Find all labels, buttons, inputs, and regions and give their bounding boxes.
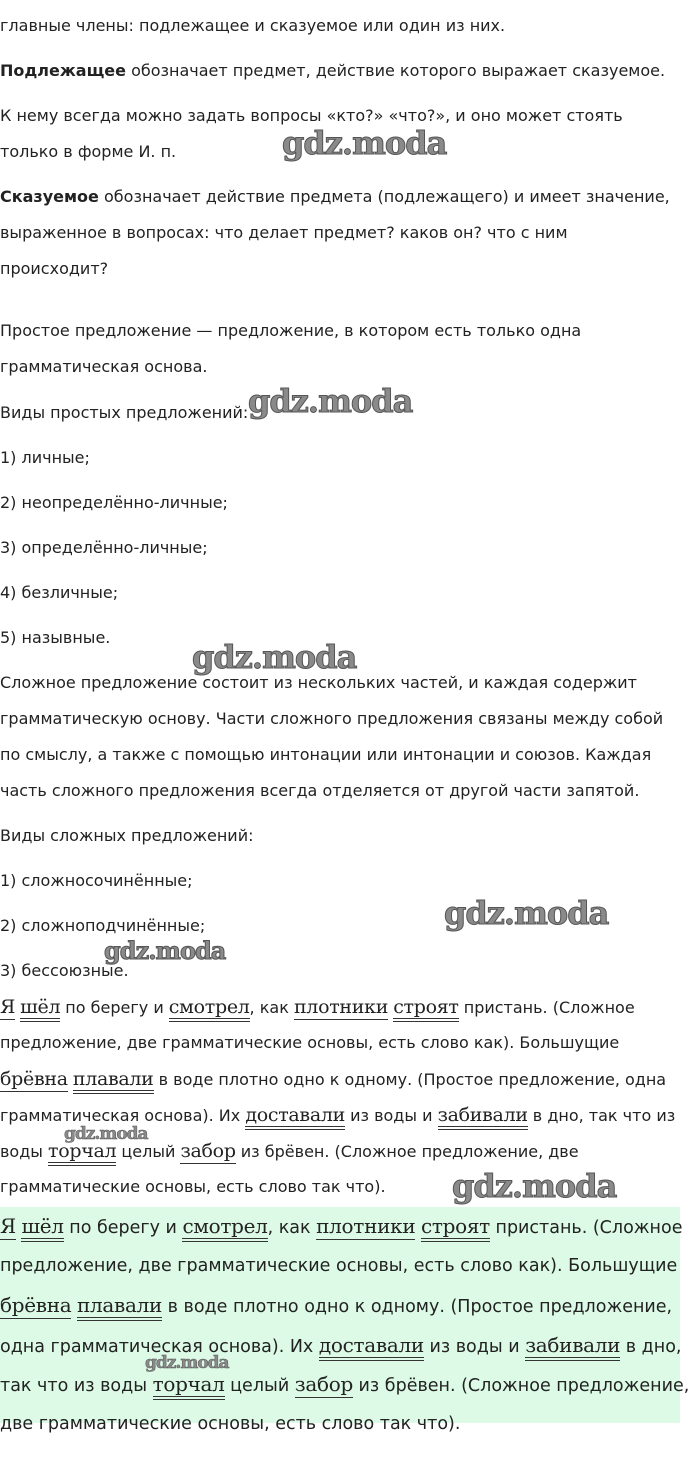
predicate-word: забивали xyxy=(525,1333,620,1361)
watermark: gdz.moda xyxy=(145,1353,229,1373)
predicate-word: забивали xyxy=(438,1104,528,1130)
predicate-word: смотрел xyxy=(182,1214,267,1242)
list-item: 3) бессоюзные. xyxy=(0,961,129,980)
answer-paragraph: Я шёл по берегу и смотрел, как плотники строят пристань. (Сложное предложение, две грамматические основы, есть слово как). Большущие брёвна плавали в воде плотно одно к одному. (Простое предложение, одна грамматическая основа). Их доставали из воды и забивали в дно, так что из воды торчал целый забор из брёвен. (Сложное предложение, две грамматические основы, есть слово так что). xyxy=(0,996,676,1196)
predicate-word: торчал xyxy=(153,1372,225,1400)
subject-word: плотники xyxy=(293,996,389,1018)
predicate-word: доставали xyxy=(245,1104,345,1130)
watermark: gdz.moda xyxy=(192,638,357,676)
predicate-word: строят xyxy=(421,1214,490,1242)
list-item: 2) сложноподчинённые; xyxy=(0,916,206,935)
complex-types-title: Виды сложных предложений: xyxy=(0,826,254,845)
intro-line: главные члены: подлежащее и сказуемое или один из них. xyxy=(0,16,506,35)
simple-types-title: Виды простых предложений: xyxy=(0,403,249,422)
predicate-word: плавали xyxy=(73,1068,154,1094)
watermark: gdz.moda xyxy=(104,936,226,965)
list-item: 5) назывные. xyxy=(0,628,111,647)
subject-definition: Подлежащее обозначает предмет, действие которого выражает сказуемое. xyxy=(0,61,666,80)
subject-word: плотники xyxy=(316,1214,416,1238)
list-item: 1) личные; xyxy=(0,448,90,467)
watermark: gdz.moda xyxy=(452,1167,617,1205)
simple-sentence-definition: Простое предложение — предложение, в котором есть только одна грамматическая основа. xyxy=(0,321,582,376)
predicate-word: плавали xyxy=(77,1293,162,1321)
subject-word: Я xyxy=(0,996,16,1018)
watermark: gdz.moda xyxy=(282,124,447,162)
predicate-word: доставали xyxy=(319,1333,424,1361)
watermark: gdz.moda xyxy=(64,1124,148,1144)
subject-word: брёвна xyxy=(0,1068,68,1090)
predicate-word: шёл xyxy=(21,1214,63,1242)
predicate-definition: Сказуемое обозначает действие предмета (подлежащего) и имеет значение, выраженное в вопросах: что делает предмет? каков он? что с ним происходит? xyxy=(0,187,670,278)
predicate-word: строят xyxy=(393,996,458,1022)
subject-term: Подлежащее xyxy=(0,61,126,80)
predicate-word: смотрел xyxy=(169,996,250,1022)
list-item: 3) определённо-личные; xyxy=(0,538,208,557)
complex-sentence-definition: Сложное предложение состоит из нескольких частей, и каждая содержит грамматическую основу. Части сложного предложения связаны между собой по смыслу, а также с помощью интонации или интонации и союзов. Каждая часть сложного предложения всегда отделяется от другой части запятой. xyxy=(0,673,664,800)
list-item: 4) безличные; xyxy=(0,583,119,602)
list-item: 1) сложносочинённые; xyxy=(0,871,193,890)
answer-paragraph-highlighted: Я шёл по берегу и смотрел, как плотники строят пристань. (Сложное предложение, две грамматические основы, есть слово как). Большущие брёвна плавали в воде плотно одно к одному. (Простое предложение, одна грамматическая основа). Их доставали из воды и забивали в дно, так что из воды торчал целый забор из брёвен. (Сложное предложение, две грамматические основы, есть слово так что). xyxy=(0,1214,689,1434)
predicate-term: Сказуемое xyxy=(0,187,99,206)
watermark: gdz.moda xyxy=(248,382,413,420)
predicate-word: шёл xyxy=(20,996,60,1022)
highlighted-answer-block xyxy=(0,1207,689,1434)
subject-word: Я xyxy=(0,1214,16,1238)
list-item: 2) неопределённо-личные; xyxy=(0,493,228,512)
subject-word: брёвна xyxy=(0,1293,72,1317)
subject-word: забор xyxy=(180,1140,236,1162)
subject-word: забор xyxy=(294,1372,353,1396)
predicate-word: торчал xyxy=(48,1140,116,1166)
subject-questions: К нему всегда можно задать вопросы «кто?» «что?», и оно может стоять только в форме И. п. xyxy=(0,106,623,161)
watermark: gdz.moda xyxy=(444,894,609,932)
